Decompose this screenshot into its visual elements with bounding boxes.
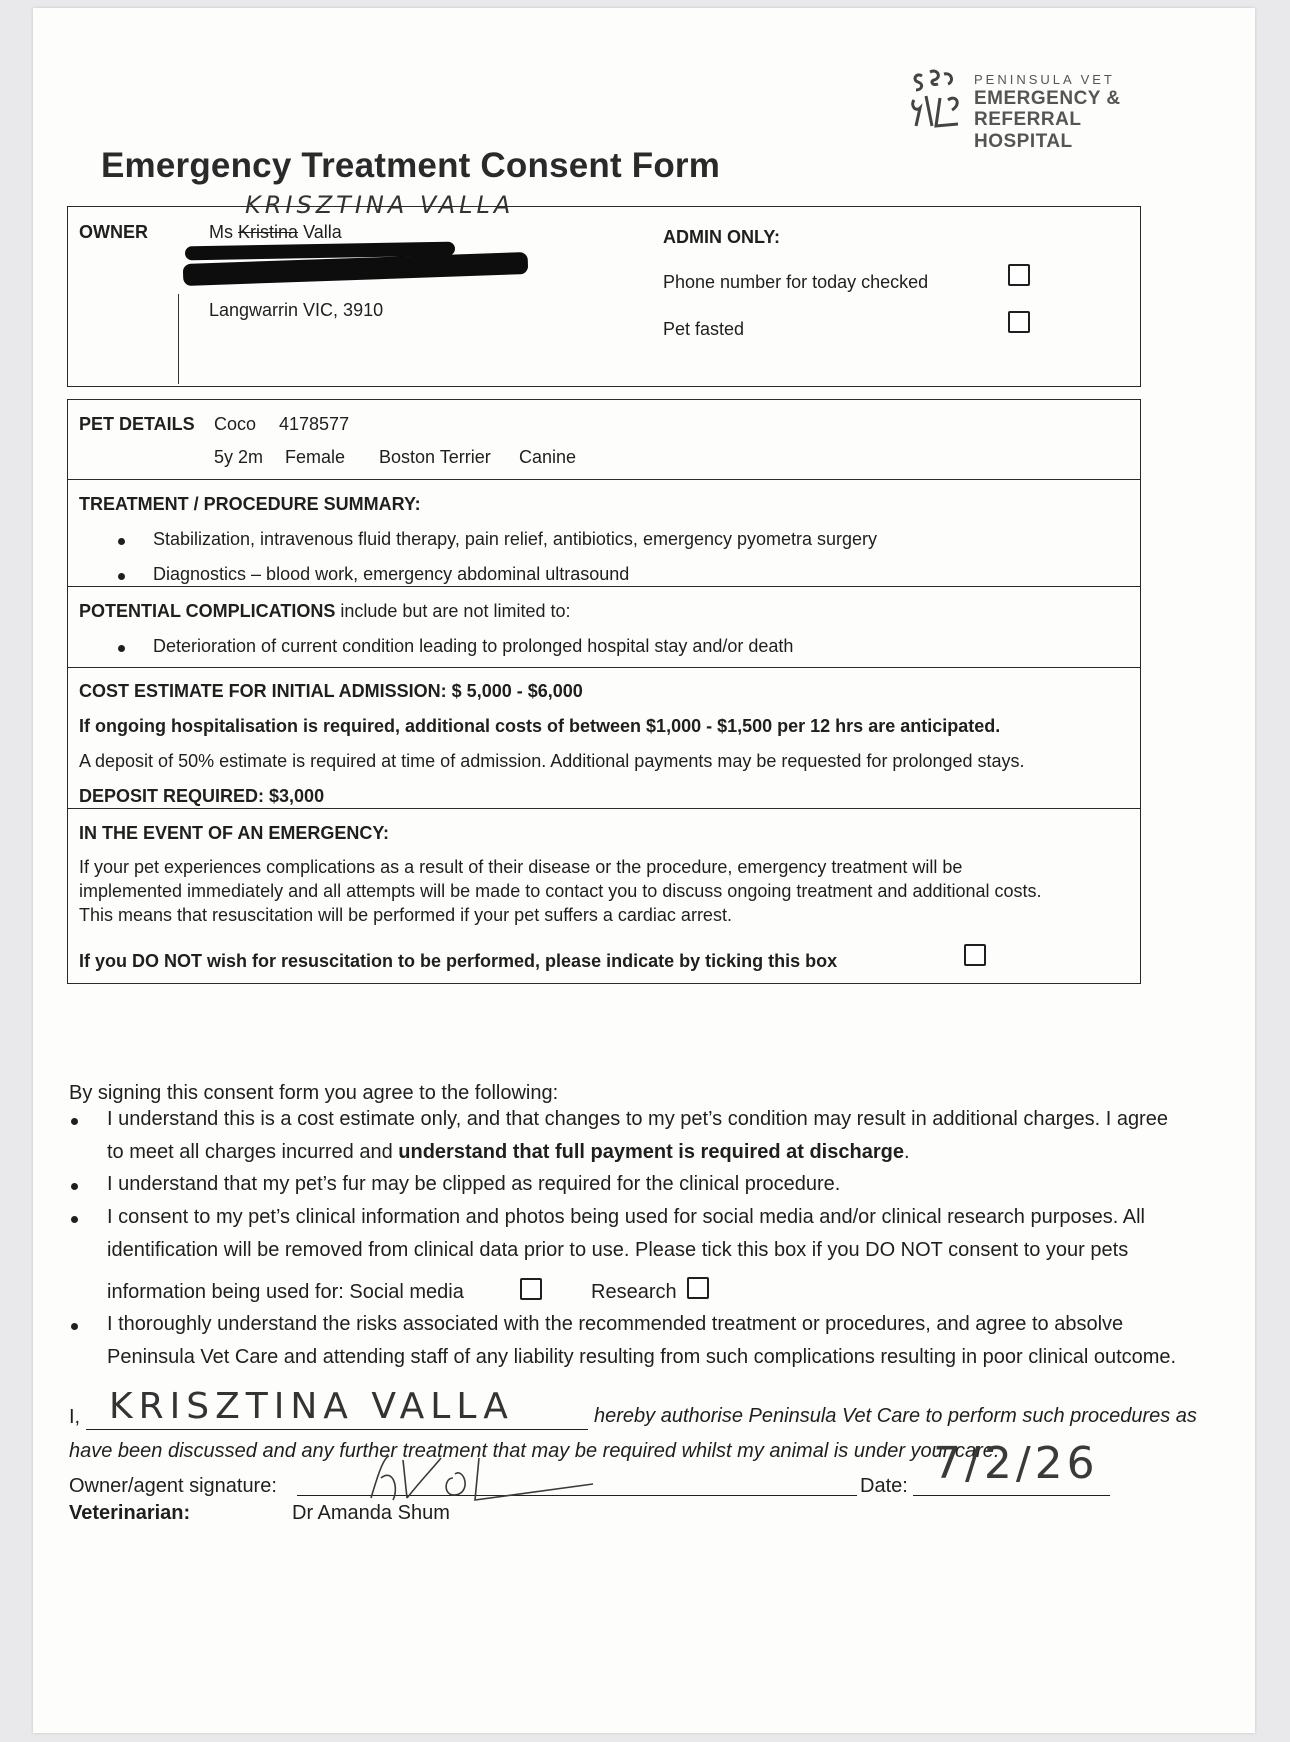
- handwritten-authorise-name: KRISZTINA VALLA: [109, 1386, 514, 1427]
- pet-name: Coco: [214, 414, 257, 434]
- owner-name: [209, 222, 342, 243]
- no-resuscitation-checkbox[interactable]: [964, 944, 986, 966]
- veterinarian-label: Veterinarian:: [69, 1502, 191, 1524]
- agreement-text: to meet all charges incurred and: [107, 1141, 399, 1163]
- cost-estimate: COST ESTIMATE FOR INITIAL ADMISSION: $ 5,000 - $6,000: [79, 681, 583, 701]
- date-label: Date:: [860, 1475, 908, 1497]
- deposit-required: DEPOSIT REQUIRED: $3,000: [79, 786, 325, 806]
- authorise-text: have been discussed and any further treatment that may be required whilst my animal is under your care.: [69, 1440, 1000, 1462]
- pet-age: 5y 2m: [214, 447, 264, 467]
- agreement-line: I consent to my pet’s clinical information and photos being used for social media and/or clinical research purposes. All: [107, 1206, 1145, 1228]
- agreement-text-bold: understand that full payment is required at discharge: [398, 1141, 904, 1163]
- research-optout-checkbox[interactable]: [687, 1277, 709, 1299]
- agreement-text: .: [903, 1141, 910, 1163]
- agreement-line: Peninsula Vet Care and attending staff of any liability resulting from such complications resulting in poor clinical outcome.: [107, 1346, 1177, 1368]
- owner-address: Langwarrin VIC, 3910: [209, 300, 384, 320]
- phone-checked-checkbox[interactable]: [1008, 264, 1030, 286]
- logo-line-peninsula: PENINSULA VET: [974, 72, 1115, 87]
- veterinarian-name: Dr Amanda Shum: [292, 1502, 450, 1524]
- agreement-line: information being used for: Social media: [107, 1281, 464, 1303]
- divider: [67, 808, 1141, 809]
- emergency-text-line: implemented immediately and all attempts will be made to contact you to discuss ongoing treatment and additional costs.: [79, 881, 1042, 901]
- bullet: [71, 1216, 78, 1223]
- no-resuscitation-label: If you DO NOT wish for resuscitation to be performed, please indicate by ticking this box: [79, 951, 838, 971]
- bullet: [118, 538, 125, 545]
- date-underline: [913, 1495, 1110, 1496]
- logo-line-referral: REFERRAL HOSPITAL: [974, 109, 1082, 152]
- treatment-item: Stabilization, intravenous fluid therapy, pain relief, antibiotics, emergency pyometra surgery: [153, 529, 878, 549]
- divider: [67, 586, 1141, 587]
- ongoing-costs: If ongoing hospitalisation is required, additional costs of between $1,000 - $1,500 per 12 hrs are anticipated.: [79, 716, 1001, 736]
- pen-stroke: [178, 294, 179, 384]
- pet-details-label: PET DETAILS: [79, 414, 195, 434]
- complication-item: Deterioration of current condition leading to prolonged hospital stay and/or death: [153, 636, 794, 656]
- bullet: [71, 1118, 78, 1125]
- paper-sheet: [33, 8, 1255, 1733]
- handwritten-date: 7/2/26: [933, 1438, 1099, 1489]
- pet-breed: Boston Terrier: [379, 447, 491, 467]
- agreement-line: [107, 1141, 910, 1164]
- social-media-optout-checkbox[interactable]: [520, 1278, 542, 1300]
- deposit-note: A deposit of 50% estimate is required at time of admission. Additional payments may be requested for prolonged stays.: [79, 751, 1025, 771]
- emergency-text-line: If your pet experiences complications as a result of their disease or the procedure, emergency treatment will be: [79, 857, 963, 877]
- research-label: Research: [591, 1281, 677, 1303]
- complications-heading-rest: include but are not limited to:: [335, 601, 571, 621]
- pet-fasted-label: Pet fasted: [663, 319, 745, 339]
- authorise-prefix: I,: [69, 1406, 81, 1428]
- divider: [67, 479, 1141, 480]
- emergency-text-line: This means that resuscitation will be performed if your pet suffers a cardiac arrest.: [79, 905, 732, 925]
- pet-sex: Female: [285, 447, 346, 467]
- authorise-text: hereby authorise Peninsula Vet Care to perform such procedures as: [594, 1405, 1197, 1427]
- name-underline: [86, 1429, 588, 1430]
- owner-signature-label: Owner/agent signature:: [69, 1475, 277, 1497]
- handwritten-owner-name: KRISZTINA VALLA: [245, 191, 515, 219]
- owner-signature: [363, 1448, 623, 1508]
- peninsula-vet-logo-icon: [908, 66, 968, 132]
- complications-heading-bold: POTENTIAL COMPLICATIONS: [79, 601, 336, 621]
- phone-checked-label: Phone number for today checked: [663, 272, 929, 292]
- agreement-line: I thoroughly understand the risks associated with the recommended treatment or procedures, and agree to absolve: [107, 1313, 1124, 1335]
- agreement-line: I understand that my pet’s fur may be clipped as required for the clinical procedure.: [107, 1173, 841, 1195]
- emergency-heading: IN THE EVENT OF AN EMERGENCY:: [79, 823, 390, 843]
- owner-label: OWNER: [79, 222, 148, 242]
- treatment-item: Diagnostics – blood work, emergency abdominal ultrasound: [153, 564, 630, 584]
- bullet: [71, 1323, 78, 1330]
- complications-heading: [79, 601, 570, 622]
- owner-last-name: Valla: [303, 222, 342, 242]
- agreement-line: I understand this is a cost estimate only, and that changes to my pet’s condition may result in additional charges. I agree: [107, 1108, 1168, 1130]
- logo-line-emergency: EMERGENCY &: [974, 88, 1121, 109]
- pet-species: Canine: [519, 447, 577, 467]
- treatment-heading: TREATMENT / PROCEDURE SUMMARY:: [79, 494, 421, 514]
- hospital-logo: [908, 66, 1178, 152]
- agreement-intro: By signing this consent form you agree to the following:: [69, 1082, 559, 1104]
- owner-name-prefix: Ms: [209, 222, 233, 242]
- admin-only-label: ADMIN ONLY:: [663, 227, 780, 247]
- agreement-line: identification will be removed from clinical data prior to use. Please tick this box if you DO NOT consent to your pets: [107, 1239, 1129, 1261]
- bullet: [71, 1183, 78, 1190]
- bullet: [118, 645, 125, 652]
- owner-first-name-struck: Kristina: [238, 222, 299, 242]
- bullet: [118, 573, 125, 580]
- pet-id: 4178577: [279, 414, 350, 434]
- pet-fasted-checkbox[interactable]: [1008, 311, 1030, 333]
- divider: [67, 667, 1141, 668]
- page-title: Emergency Treatment Consent Form: [101, 146, 721, 185]
